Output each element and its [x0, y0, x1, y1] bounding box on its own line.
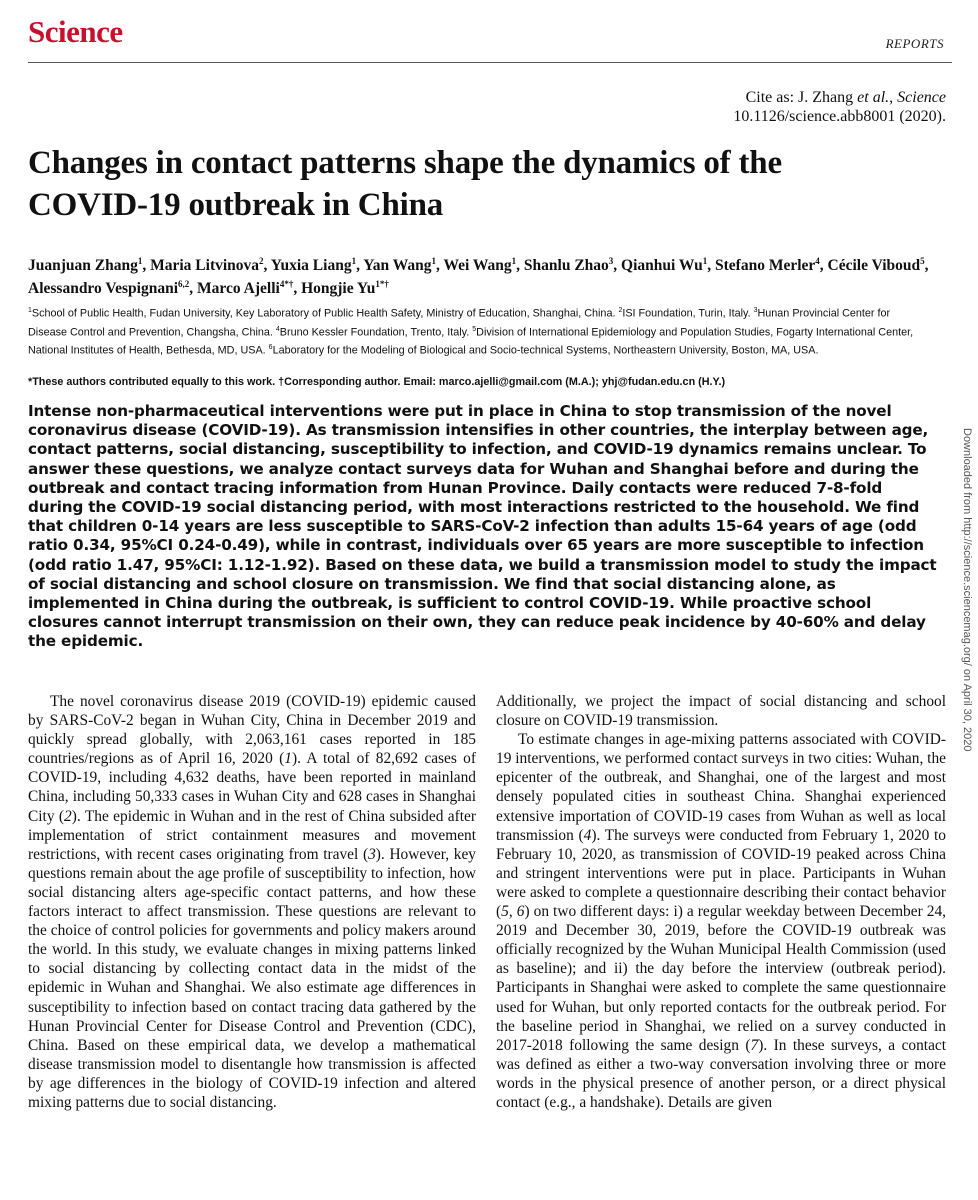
body-text: The novel coronavirus disease 2019 (COVID-19) epidemic caused by SARS-CoV-2 began in Wuhan City, China in December 2019 and quickly spread globally, with 2,063,161 cases reported in 185 countries/regions as of April 16, 2020 ( [28, 693, 476, 768]
author-name: Maria Litvinova [150, 257, 260, 275]
reference-number[interactable]: 3 [368, 845, 376, 863]
author [150, 257, 263, 274]
abstract: Intense non-pharmaceutical interventions were put in place in China to stop transmission of the novel coronavirus disease (COVID-19). As transmission intensifies in other countries, the interplay between age, contact patterns, social distancing, susceptibility to infection, and COVID-19 dynamics remains unclear. To answer these questions, we analyze contact surveys data for Wuhan and Shanghai before and during the outbreak and contact tracing information from Hunan Province. Daily contacts were reduced 7-8-fold during the COVID-19 social distancing period, with most interactions restricted to the household. We find that children 0-14 years are less susceptible to SARS-CoV-2 infection than adults 15-64 years of age (odd ratio 0.34, 95%CI 0.24-0.49), while in contrast, individuals over 65 years are more susceptible to infection (odd ratio 1.47, 95%CI: 1.12-1.92). Based on these data, we build a transmission model to study the impact of social distancing and school closure on transmission. We find that social distancing alone, as implemented in China during the outbreak, is sufficient to control COVID-19. While proactive school closures cannot interrupt transmission on their own, they can reduce peak incidence by 40-60% and delay the epidemic. [28, 402, 937, 651]
affiliation-text: ISI Foundation, Turin, Italy. [622, 307, 751, 320]
body-paragraph [28, 693, 476, 1111]
author-name: Wei Wang [443, 257, 512, 275]
section-label: REPORTS [885, 36, 944, 51]
affiliation-text: School of Public Health, Fudan University, Key Laboratory of Public Health Safety, Ministry of Education, Shanghai, China. [31, 307, 616, 320]
citation-sep: , [889, 89, 898, 106]
body-text: ). The surveys were conducted from February 1, 2020 to February 10, 2020, as transmission of COVID-19 peaked across China and stringent interventions were put in place. Participants in Wuhan were asked to complete a questionnaire describing their contact behavior ( [496, 826, 946, 921]
header-divider [28, 62, 952, 63]
author [197, 280, 293, 297]
author-name: Juanjuan Zhang [28, 257, 138, 275]
citation [606, 88, 946, 126]
author-affiliation-mark: 2 [259, 256, 264, 266]
author-name: Shanlu Zhao [523, 257, 609, 275]
reference-number[interactable]: 5 [501, 903, 509, 921]
author-name: Cécile Viboud [827, 257, 921, 275]
author [524, 257, 613, 274]
body-text: Additionally, we project the impact of social distancing and school closure on COVID-19 transmission. [496, 693, 946, 730]
reference-number[interactable]: 6 [516, 903, 525, 921]
author-affiliation-mark: 1 [137, 256, 143, 266]
body-column-left [28, 692, 476, 1112]
author-affiliation-mark: 1 [351, 256, 357, 266]
author [621, 257, 707, 274]
citation-journal: Science [897, 89, 946, 106]
author-name: Marco Ajelli [197, 280, 280, 298]
reference-number[interactable]: 7 [750, 1036, 759, 1054]
author-affiliation-mark: 4 [815, 256, 820, 266]
body-text: ). In these surveys, a contact was defined as either a two-way conversation involving three or more words in the physical presence of another person, or a direct physical contact (e.g., a handshake). Details are given [496, 1036, 947, 1111]
author-affiliation-mark: 3 [608, 256, 614, 266]
author-name: Yan Wang [363, 257, 432, 275]
author-name: Alessandro Vespignani [28, 280, 179, 298]
affiliation-number: 2 [618, 307, 623, 314]
author-affiliation-mark: 5 [920, 256, 925, 266]
affiliation-text: Hunan Provincial Center for Disease Control and Prevention, Changsha, China. [28, 307, 891, 339]
citation-prefix: Cite as: J. Zhang [745, 89, 858, 106]
author [28, 280, 189, 297]
author [301, 280, 389, 297]
body-paragraph [496, 693, 946, 729]
author-affiliation-mark: 6,2 [178, 279, 190, 290]
author-list: Juanjuan Zhang$^1$, Maria Litvinova$^2$, Yuxia Liang$^1$, Yan Wang$^1$, Wei Wang$^1$, Shanlu Zhao$^3$, Qianhui Wu$^1$, Stefano Merler$^4$, Cécile Viboud$^5$, Alessandro Vespignani$^{6,2}$, Marco Ajelli$^{4*\dagger}$, Hongjie $Yu^{1*\dagger}$ [28, 256, 929, 298]
author [828, 257, 925, 274]
download-watermark-text: Downloaded from http://science.sciencemag.org/ on April 30, 2020 [961, 428, 973, 752]
author [271, 257, 356, 274]
affiliation-text: Bruno Kessler Foundation, Trento, Italy. [279, 326, 470, 339]
affiliation-number: 5 [472, 325, 477, 333]
author [715, 257, 820, 274]
author [28, 257, 142, 274]
author-affiliation-mark: 1*† [375, 279, 389, 290]
author-affiliation-mark: 1 [702, 256, 708, 266]
author [363, 257, 436, 274]
affiliations [28, 303, 928, 359]
title-line-2: COVID-19 outbreak in China [28, 187, 444, 223]
body-column-right [496, 692, 946, 1112]
title-line-1: Changes in contact patterns shape the dynamics of the [28, 145, 782, 181]
citation-doi[interactable]: 10.1126/science.abb8001 (2020). [733, 108, 946, 125]
author-name: Qianhui Wu [621, 257, 703, 275]
journal-logo[interactable]: Science [28, 14, 123, 49]
affiliation-number: 6 [268, 344, 273, 352]
body-text: ). However, key questions remain about the age profile of susceptibility to infection, how social distancing alters age-specific contact patterns, and how these factors interact to affect transmission. These questions are relevant to the choice of control policies for governments and policy makers around the world. In this study, we evaluate changes in mixing patterns linked to social distancing by collecting contact data in the midst of the epidemic in Wuhan and Shanghai. We also estimate age differences in susceptibility to infection based on contact tracing data gathered by the Hunan Provincial Center for Disease Control and Prevention (CDC), China. Based on these empirical data, we develop a mathematical disease transmission model to disentangle how transmission is affected by age differences in the biology of COVID-19 infection and altered mixing patterns due to social distancing. [28, 845, 476, 1111]
author [443, 257, 516, 274]
article-title [28, 142, 908, 226]
body-text: , [508, 903, 517, 921]
download-watermark [959, 428, 978, 1188]
body-text: ) on two different days: i) a regular weekday between December 24, 2019 and December 30, 2019, before the COVID-19 outbreak was officially recognized by the Wuhan Municipal Health Commission (used as baseline); and ii) the day before the interview (outbreak period). Participants in Shanghai were asked to complete the same questionnaire used for Wuhan, but only reported contacts for the outbreak period. For the baseline period in Shanghai, we relied on a survey conducted in 2017-2018 following the same design ( [496, 903, 946, 1054]
author-name: Yuxia Liang [270, 257, 352, 275]
author-affiliation-mark: 4*† [279, 279, 294, 290]
affiliation-number: 1 [28, 307, 32, 314]
author-affiliation-mark: 1 [431, 256, 436, 266]
body-text: ). The epidemic in Wuhan and in the rest of China subsided after implementation of strict containment measures and movement restrictions, with recent cases originating from travel ( [28, 807, 476, 863]
correspondence-note: *These authors contributed equally to this work. †Corresponding author. Email: marco.ajelli@gmail.com (M.A.); yhj@fudan.edu.cn (H.Y.) [28, 376, 726, 388]
reference-number[interactable]: 4 [583, 826, 592, 844]
body-text: To estimate changes in age-mixing patterns associated with COVID-19 interventions, we performed contact surveys in two cities: Wuhan, the epicenter of the outbreak, and Shanghai, one of the largest and most densely populated cities in southeast China. Shanghai experienced extensive importation of COVID-19 cases from Wuhan as well as local transmission ( [496, 731, 946, 844]
reference-number[interactable]: 2 [64, 807, 72, 825]
affiliation-text: Division of International Epidemiology and Population Studies, Fogarty International Center, National Institutes of Health, Bethesda, MD, USA. [28, 326, 914, 357]
body-paragraph [496, 731, 946, 1111]
citation-etal: et al. [857, 89, 890, 106]
affiliation-number: 4 [275, 325, 280, 333]
affiliation-text: Laboratory for the Modeling of Biological and Socio-technical Systems, Northeastern University, Boston, MA, USA. [272, 344, 819, 357]
affiliation-number: 3 [753, 307, 758, 314]
author-affiliation-mark: 1 [511, 256, 517, 266]
reference-number[interactable]: 1 [284, 750, 292, 768]
author-name: Hongjie Yu [301, 280, 376, 298]
author-name: Stefano Merler [715, 257, 816, 275]
body-text: ). A total of 82,692 cases of COVID-19, including 4,632 deaths, have been reported in mainland China, including 50,333 cases in Wuhan City and 628 cases in Shanghai City ( [28, 750, 476, 825]
